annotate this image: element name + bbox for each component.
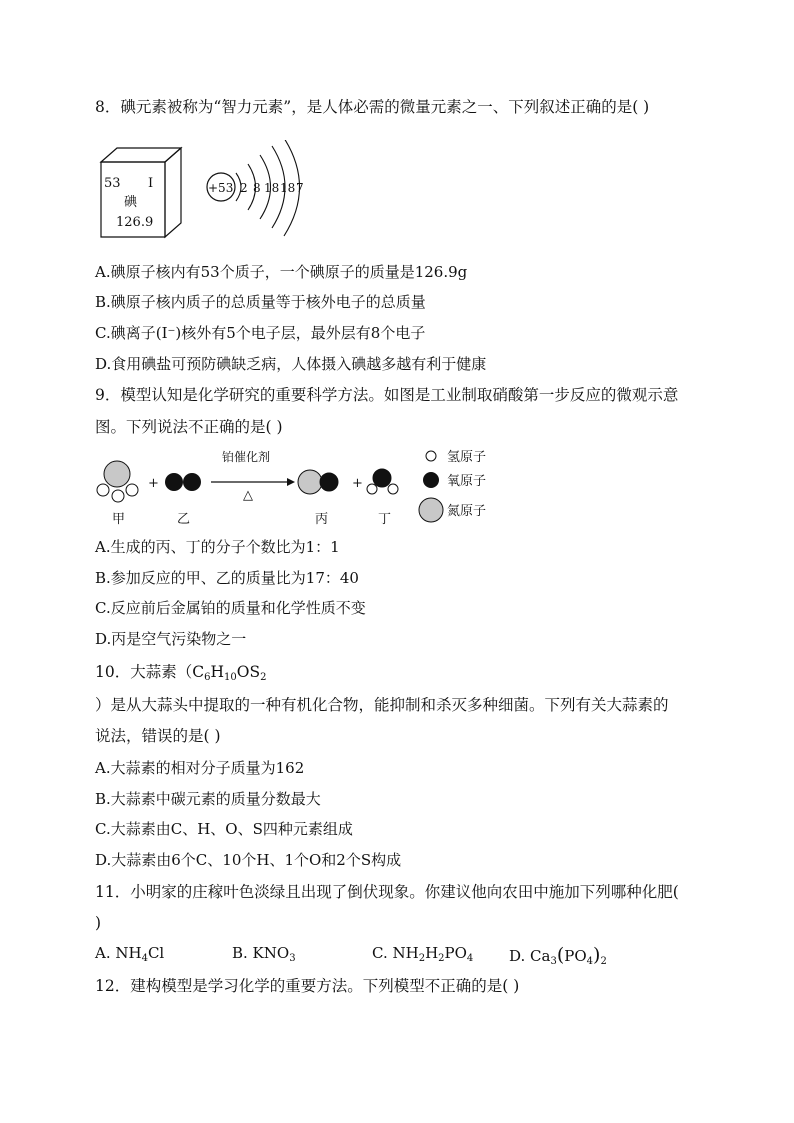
q8-figure — [95, 140, 315, 240]
legend-hydrogen: 氢原子 — [447, 450, 487, 465]
formula-h: H — [210, 663, 225, 681]
molecule-bing — [298, 470, 338, 494]
plus-sign-2: + — [352, 476, 363, 491]
plus-sign-1: + — [148, 476, 159, 491]
q10-option-b[interactable]: B.大蒜素中碳元素的质量分数最大 — [95, 790, 321, 808]
q12-stem: 12．建构模型是学习化学的重要方法。下列模型不正确的是( ) — [95, 977, 520, 995]
legend-hydrogen-marker — [426, 451, 436, 461]
legend-oxygen: 氧原子 — [447, 474, 487, 489]
q10-option-a[interactable]: A.大蒜素的相对分子质量为162 — [95, 759, 305, 777]
q9-option-a[interactable]: A.生成的丙、丁的分子个数比为1：1 — [95, 538, 340, 556]
q8-option-b[interactable]: B.碘原子核内质子的总质量等于核外电子的总质量 — [95, 293, 426, 311]
element-mass: 126.9 — [116, 215, 154, 230]
q10-stem-line1 — [95, 662, 266, 682]
molecule-jia — [97, 461, 138, 502]
q9-option-c[interactable]: C.反应前后金属铂的质量和化学性质不变 — [95, 599, 366, 617]
q9-stem-line1: 9．模型认知是化学研究的重要科学方法。如图是工业制取硝酸第一步反应的微观示意 — [95, 386, 679, 404]
q10-option-c[interactable]: C.大蒜素由C、H、O、S四种元素组成 — [95, 820, 353, 838]
q10-stem-line2: ）是从大蒜头中提取的一种有机化合物，能抑制和杀灭多种细菌。下列有关大蒜素的 — [95, 696, 669, 714]
element-symbol: I — [148, 176, 154, 191]
shell-3-electrons: 18 — [264, 181, 280, 195]
label-ding: 丁 — [378, 512, 392, 527]
q10-stem-prefix: 10．大蒜素（ — [95, 663, 193, 681]
q11-option-c[interactable]: C. $NH_2H_2PO_4$ — [372, 944, 474, 964]
formula-c-sub: 6 — [204, 672, 211, 683]
formula-os: OS — [236, 663, 261, 681]
label-bing: 丙 — [315, 512, 329, 527]
q8-option-c[interactable]: C.碘离子(I⁻)核外有5个电子层，最外层有8个电子 — [95, 324, 426, 342]
q11-stem-line1: 11．小明家的庄稼叶色淡绿且出现了倒伏现象。你建议他向农田中施加下列哪种化肥( — [95, 883, 679, 901]
molecule-ding — [367, 469, 398, 494]
reaction-arrow-head — [287, 478, 295, 486]
q9-stem-line2: 图。下列说法不正确的是( ) — [95, 418, 283, 436]
catalyst-label: 铂催化剂 — [222, 450, 271, 464]
heating-condition: △ — [243, 488, 253, 503]
label-yi: 乙 — [177, 512, 191, 527]
q11-option-d[interactable]: D. $Ca_3(PO_4)_2$ — [509, 944, 607, 967]
q11-option-a[interactable]: A. $NH_4Cl$ — [95, 944, 165, 964]
card-top-face — [101, 148, 181, 162]
shell-2-electrons: 8 — [253, 181, 261, 195]
legend-nitrogen: 氮原子 — [447, 504, 487, 519]
q9-option-d[interactable]: D.丙是空气污染物之一 — [95, 630, 247, 648]
element-number: 53 — [104, 176, 121, 191]
formula-h-sub: 10 — [224, 672, 237, 683]
formula-s-sub: 2 — [260, 672, 267, 683]
q9-reaction-diagram — [95, 444, 515, 534]
shell-1-electrons: 2 — [240, 181, 248, 195]
shell-5-electrons: 7 — [296, 181, 304, 195]
label-jia: 甲 — [112, 512, 126, 527]
q8-stem: 8．碘元素被称为“智力元素”，是人体必需的微量元素之一、下列叙述正确的是( ) — [95, 98, 650, 116]
q10-stem-line3: 说法，错误的是( ) — [95, 727, 221, 745]
q11-stem-line2: ) — [95, 914, 102, 932]
q11-option-b[interactable]: B. $KNO_3$ — [232, 944, 296, 964]
legend-oxygen-marker — [423, 472, 439, 488]
molecule-yi — [165, 473, 201, 491]
nucleus-charge: +53 — [208, 181, 234, 195]
atom-structure — [207, 140, 304, 236]
card-side-face — [165, 148, 181, 237]
legend-nitrogen-marker — [419, 498, 443, 522]
q11-options — [95, 944, 715, 966]
shell-4-electrons: 18 — [280, 181, 296, 195]
formula-c: C — [192, 663, 205, 681]
q10-option-d[interactable]: D.大蒜素由6个C、10个H、1个O和2个S构成 — [95, 851, 402, 869]
q8-option-d[interactable]: D.食用碘盐可预防碘缺乏病，人体摄入碘越多越有利于健康 — [95, 355, 487, 373]
q8-option-a[interactable]: A.碘原子核内有53个质子，一个碘原子的质量是126.9g — [95, 263, 468, 281]
element-name: 碘 — [124, 195, 138, 210]
q9-option-b[interactable]: B.参加反应的甲、乙的质量比为17：40 — [95, 569, 359, 587]
